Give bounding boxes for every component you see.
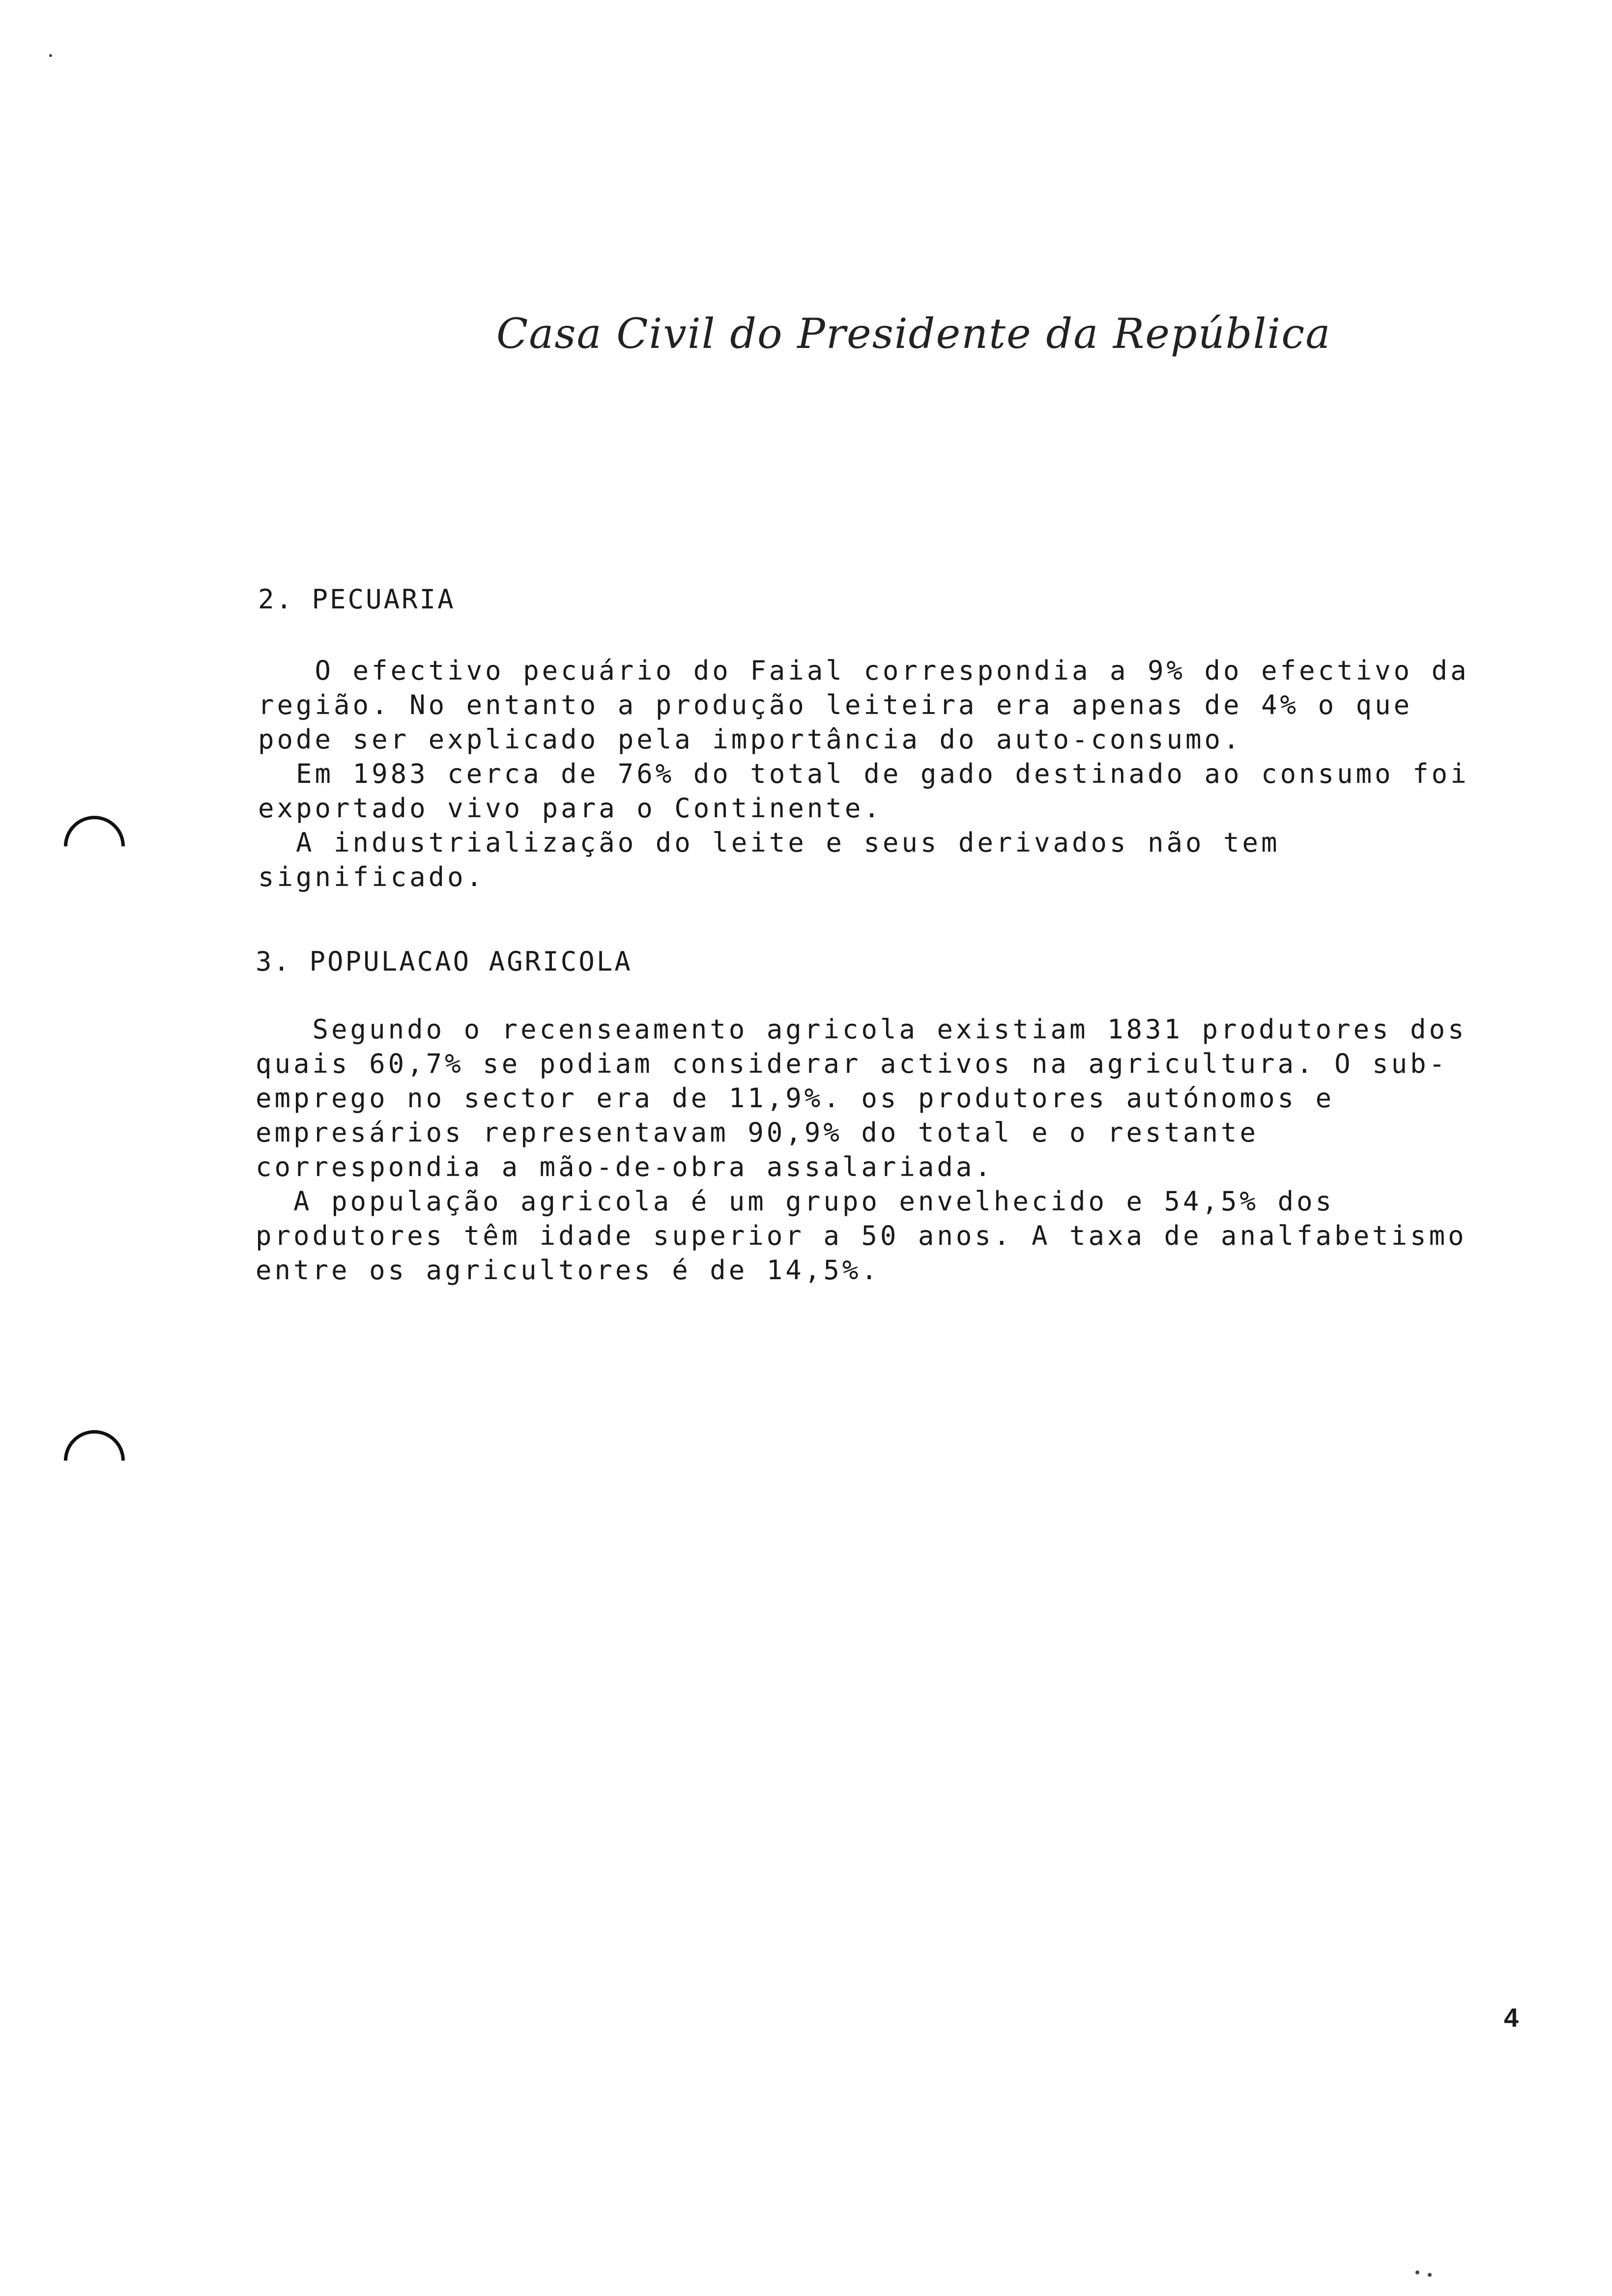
- scan-speck: [49, 54, 52, 57]
- text-line: A industrialização do leite e seus derivados não tem: [258, 827, 1280, 858]
- scan-speck: [1415, 2270, 1419, 2274]
- paragraph: [258, 654, 1469, 894]
- paragraph: [256, 1012, 1467, 1288]
- punch-hole-mark: [51, 803, 137, 889]
- text-line: exportado vivo para o Continente.: [258, 793, 883, 824]
- section-title-populacao-agricola: 3. POPULACAO AGRICOLA: [256, 946, 633, 977]
- page-number: 4: [1504, 2003, 1519, 2033]
- letterhead: Casa Civil do Presidente da República: [496, 310, 1331, 358]
- text-line: empresários representavam 90,9% do total e o restante: [256, 1117, 1259, 1148]
- text-line: O efectivo pecuário do Faial correspondia a 9% do efectivo da: [258, 655, 1469, 686]
- text-line: Segundo o recenseamento agricola existiam 1831 produtores dos: [256, 1014, 1467, 1045]
- text-line: Em 1983 cerca de 76% do total de gado destinado ao consumo foi: [258, 758, 1469, 789]
- section-title-pecuaria: 2. PECUARIA: [258, 584, 456, 615]
- punch-hole-mark: [51, 1417, 137, 1503]
- text-line: significado.: [258, 861, 486, 892]
- text-line: produtores têm idade superior a 50 anos. A taxa de analfabetismo: [256, 1220, 1467, 1251]
- text-line: quais 60,7% se podiam considerar activos na agricultura. O sub-: [256, 1048, 1448, 1079]
- text-line: entre os agricultores é de 14,5%.: [256, 1255, 880, 1286]
- text-line: região. No entanto a produção leiteira era apenas de 4% o que: [258, 689, 1413, 720]
- text-line: emprego no sector era de 11,9%. os produtores autónomos e: [256, 1083, 1335, 1114]
- text-line: pode ser explicado pela importância do auto-consumo.: [258, 724, 1242, 755]
- text-line: correspondia a mão-de-obra assalariada.: [256, 1151, 994, 1182]
- text-line: A população agricola é um grupo envelhecido e 54,5% dos: [256, 1186, 1335, 1217]
- scan-speck: [1428, 2273, 1432, 2277]
